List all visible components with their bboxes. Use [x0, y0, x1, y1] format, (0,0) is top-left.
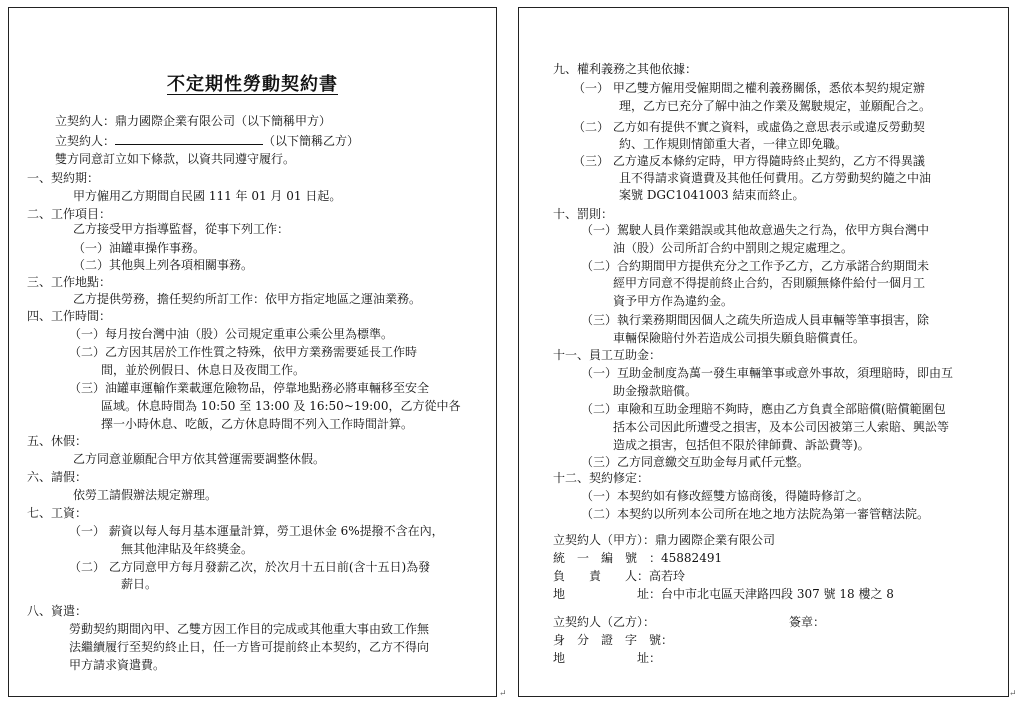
clause-line: 七、工資： [27, 506, 88, 520]
clause-line: 助金撥款賠償。 [613, 384, 698, 398]
clause-line: 約、工作規則情節重大者，一律立即免職。 [619, 137, 848, 151]
clause-line: （三）執行業務期間因個人之疏失所造成人員車輛等筆事損害，除 [581, 313, 930, 327]
clause-line: 六、請假： [27, 470, 88, 484]
clause-line: （一）駕駛人員作業錯誤或其他故意過失之行為，依甲方與台灣中 [581, 223, 930, 237]
clause-line: 十二、契約修定： [553, 471, 650, 485]
signature-label: 簽章： [789, 615, 826, 629]
clause-line: 薪日。 [121, 577, 158, 591]
clause-line: 甲方僱用乙方期間自民國 111 年 01 月 01 日起。 [73, 189, 342, 203]
clause-line: （一） 薪資以每人每月基本運量計算，勞工退休金 6%提撥不含在內， [69, 524, 444, 538]
party-b-blank [115, 133, 263, 145]
clause-line: 且不得請求資遣費及其他任何費用。乙方勞動契約隨之中油 [619, 171, 932, 185]
clause-line: 車輛保險賠付外若造成公司損失願負賠償責任。 [613, 331, 866, 345]
clause-line: 十、罰則： [553, 207, 614, 221]
clause-line: （二） 乙方如有提供不實之資料，或虛偽之意思表示或違反勞動契 [573, 120, 925, 134]
contract-page-right [518, 7, 1009, 697]
clause-line: 八、資遣： [27, 604, 88, 618]
clause-line: 四、工作時間： [27, 309, 112, 323]
signature-party-b-name: 立契約人（乙方）： [553, 615, 656, 629]
intro-line: 雙方同意訂立如下條款，以資共同遵守履行。 [55, 152, 296, 166]
clause-line: 乙方接受甲方指導監督，從事下列工作： [73, 222, 290, 236]
party-b-line: 立契約人： （以下簡稱乙方） [55, 134, 360, 148]
clause-line: （二）車險和互助金理賠不夠時，應由乙方負責全部賠償(賠償範圍包 [581, 402, 946, 416]
clause-line: 括本公司因此所遭受之損害，及本公司因被第三人索賠、興訟等 [613, 420, 950, 434]
paragraph-mark-icon: ↵ [499, 689, 507, 699]
clause-line: 區域。休息時間為 10:50 至 13:00 及 16:50~19:00，乙方從中各 [101, 399, 461, 413]
clause-line: （一）本契約如有修改經雙方協商後，得隨時修訂之。 [581, 489, 870, 503]
clause-line: （二）本契約以所列本公司所在地之地方法院為第一審管轄法院。 [581, 507, 930, 521]
clause-line: （一） 甲乙雙方僱用受僱期間之權利義務關係，悉依本契約規定辦 [573, 81, 925, 95]
clause-line: 十一、員工互助金： [553, 348, 662, 362]
signature-party-a-representative: 負 責 人：高若玲 [553, 569, 686, 583]
clause-line: （三）油罐車運輸作業載運危險物品，停靠地點務必將車輛移至安全 [69, 381, 430, 395]
clause-line: 無其他津貼及年終獎金。 [121, 542, 254, 556]
signature-party-a-name: 立契約人（甲方）：鼎力國際企業有限公司 [553, 533, 776, 547]
clause-line: 一、契約期： [27, 171, 100, 185]
clause-line: 理，乙方已充分了解中油之作業及駕駛規定，並願配合之。 [619, 99, 932, 113]
clause-line: 乙方提供勞務，擔任契約所訂工作：依甲方指定地區之運油業務。 [73, 292, 422, 306]
clause-line: （二）乙方因其居於工作性質之特殊，依甲方業務需要延長工作時 [69, 345, 418, 359]
clause-line: （三）乙方同意繳交互助金每月貳仟元整。 [581, 455, 810, 469]
clause-line: 案號 DGC1041003 結束而終止。 [619, 188, 805, 202]
clause-line: 乙方同意並願配合甲方依其營運需要調整休假。 [73, 452, 326, 466]
party-a-line: 立契約人：鼎力國際企業有限公司（以下簡稱甲方） [55, 114, 332, 128]
clause-line: 二、工作項目： [27, 207, 112, 221]
clause-line: 三、工作地點： [27, 275, 112, 289]
clause-line: 油（股）公司所訂合約中罰則之規定處理之。 [613, 241, 854, 255]
clause-line: 九、權利義務之其他依據： [553, 62, 698, 76]
clause-line: 甲方請求資遣費。 [69, 658, 166, 672]
clause-line: （二）其他與上列各項相關事務。 [73, 258, 254, 272]
clause-line: 五、休假： [27, 434, 88, 448]
clause-line: 經甲方同意不得提前終止合約，否則願無條件給付一個月工 [613, 276, 926, 290]
clause-line: （一）互助金制度為萬一發生車輛筆事或意外事故，須理賠時，即由互 [581, 366, 954, 380]
clause-line: 擇一小時休息、吃飯，乙方休息時間不列入工作時間計算。 [101, 417, 414, 431]
clause-line: （一）每月按台灣中油（股）公司規定重車公乘公里為標準。 [69, 327, 394, 341]
signature-party-a-address: 地 址：台中市北屯區天津路四段 307 號 18 樓之 8 [553, 587, 894, 601]
contract-page-left [8, 7, 497, 697]
clause-line: （三） 乙方違反本條約定時，甲方得隨時終止契約，乙方不得異議 [573, 154, 925, 168]
clause-line: （一）油罐車操作事務。 [73, 241, 206, 255]
clause-line: 法繼續履行至契約終止日，任一方皆可提前終止本契約，乙方不得向 [69, 640, 430, 654]
clause-line: 資予甲方作為違約金。 [613, 294, 734, 308]
clause-line: 依勞工請假辦法規定辦理。 [73, 488, 218, 502]
signature-party-b-id: 身 分 證 字 號： [553, 633, 674, 647]
contract-title: 不定期性勞動契約書 [167, 74, 338, 95]
clause-line: 勞動契約期間內甲、乙雙方因工作目的完成或其他重大事由致工作無 [69, 622, 430, 636]
signature-party-a-taxid: 統 一 編 號 ：45882491 [553, 551, 723, 565]
clause-line: 造成之損害，包括但不限於律師費、訴訟費等)。 [613, 438, 870, 452]
clause-line: （二） 乙方同意甲方每月發薪乙次，於次月十五日前(含十五日)為發 [69, 560, 431, 574]
clause-line: （二）合約期間甲方提供充分之工作予乙方，乙方承諾合約期間未 [581, 259, 930, 273]
signature-party-b-address: 地 址： [553, 651, 662, 665]
paragraph-mark-icon: ↵ [1009, 689, 1017, 699]
clause-line: 間，並於例假日、休息日及夜間工作。 [101, 363, 306, 377]
